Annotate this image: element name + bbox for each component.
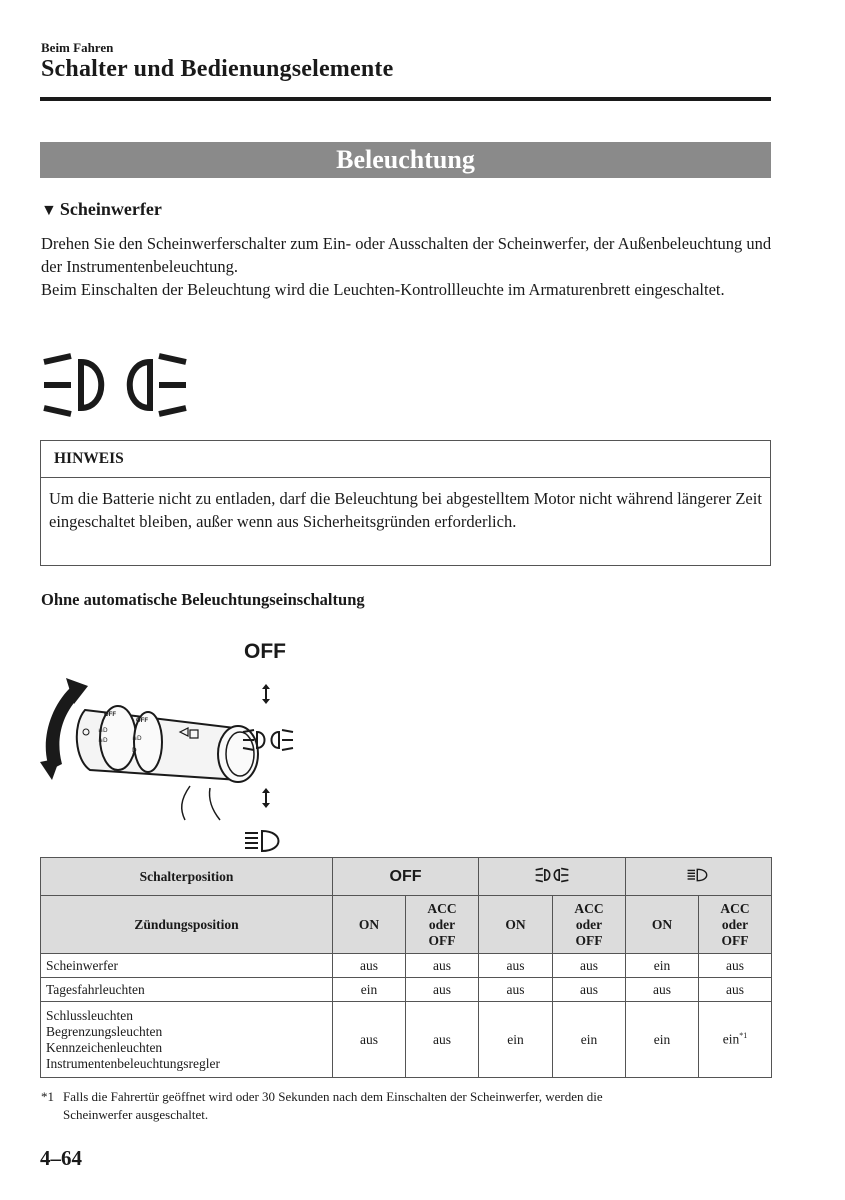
table-row bbox=[41, 978, 772, 1002]
switch-position-table bbox=[40, 857, 772, 1078]
ignition-cell: ACC oder OFF bbox=[699, 896, 772, 954]
cell-value: ein bbox=[722, 1031, 740, 1047]
updown-arrow-icon bbox=[258, 787, 274, 809]
table-cell: aus bbox=[333, 954, 406, 978]
row-label: Tagesfahrleuchten bbox=[41, 978, 333, 1002]
table-cell bbox=[699, 1002, 772, 1078]
table-row bbox=[41, 1002, 772, 1078]
ignition-cell: ACC oder OFF bbox=[553, 896, 626, 954]
subsection-title: Scheinwerfer bbox=[59, 199, 162, 219]
row-label-line: Schlussleuchten bbox=[46, 1007, 133, 1023]
ignition-cell: ON bbox=[626, 896, 699, 954]
notice-text: Um die Batterie nicht zu entladen, darf die Beleuchtung bei abgestelltem Motor nicht während längerer Zeit eingeschaltet bleiben, außer wenn aus Sicherheitsgründen erforderlich. bbox=[49, 489, 762, 531]
header-headlight bbox=[626, 858, 772, 896]
table-cell: ein bbox=[626, 954, 699, 978]
headlight-high-icon bbox=[244, 828, 286, 854]
header-ignition-position: Zündungsposition bbox=[41, 896, 333, 954]
subsection-heading bbox=[41, 199, 162, 220]
table-cell: ein bbox=[333, 978, 406, 1002]
row-label bbox=[41, 1002, 333, 1078]
intro-paragraph: Drehen Sie den Scheinwerferschalter zum Ein- oder Ausschalten der Scheinwerfer, der Außenbeleuchtung und der Instrumentenbeleuchtung. bbox=[41, 234, 772, 276]
notice-box bbox=[40, 440, 771, 566]
table-cell: ein bbox=[553, 1002, 626, 1078]
table-cell: aus bbox=[479, 954, 553, 978]
triangle-marker-icon: ▼ bbox=[41, 202, 57, 219]
header-switch-position: Schalterposition bbox=[41, 858, 333, 896]
parking-light-icon bbox=[535, 866, 569, 884]
svg-text:≡D: ≡D bbox=[132, 735, 142, 742]
table-cell: aus bbox=[626, 978, 699, 1002]
page-number: 4–64 bbox=[40, 1146, 82, 1170]
intro-paragraph: Beim Einschalten der Beleuchtung wird die Leuchten-Kontrollleuchte im Armaturenbrett eingeschaltet. bbox=[41, 280, 725, 299]
section-label: Beim Fahren bbox=[41, 40, 114, 55]
table-cell: ein bbox=[479, 1002, 553, 1078]
footnote-line: Falls die Fahrertür geöffnet wird oder 30 Sekunden nach dem Einschalten der Scheinwerfer, werden die bbox=[63, 1089, 603, 1104]
chapter-banner: Beleuchtung bbox=[40, 142, 771, 178]
updown-arrow-icon bbox=[258, 683, 274, 705]
headlight-high-icon bbox=[687, 867, 711, 883]
table-cell: aus bbox=[479, 978, 553, 1002]
footnote bbox=[41, 1088, 761, 1124]
table-cell: aus bbox=[553, 954, 626, 978]
table-cell: aus bbox=[699, 954, 772, 978]
header-parking-light bbox=[479, 858, 626, 896]
ignition-cell: ACC oder OFF bbox=[406, 896, 479, 954]
page-title: Schalter und Bedienungselemente bbox=[41, 56, 394, 82]
stalk-off-label: OFF bbox=[104, 712, 116, 718]
footnote-line: Scheinwerfer ausgeschaltet. bbox=[63, 1107, 209, 1122]
intro-text bbox=[41, 232, 776, 301]
stalk-off-label: OFF bbox=[136, 718, 148, 724]
table-cell: aus bbox=[333, 1002, 406, 1078]
svg-text:≡D: ≡D bbox=[98, 737, 108, 744]
table-cell: aus bbox=[699, 978, 772, 1002]
table-row bbox=[41, 954, 772, 978]
svg-text:≡D: ≡D bbox=[98, 727, 108, 734]
parking-light-icon bbox=[242, 727, 294, 753]
parking-light-indicator-icon bbox=[38, 350, 193, 420]
row-label-line: Begrenzungsleuchten bbox=[46, 1023, 163, 1039]
footnote-mark: *1 bbox=[41, 1089, 54, 1104]
row-label: Scheinwerfer bbox=[41, 954, 333, 978]
row-label-line: Kennzeichenleuchten bbox=[46, 1039, 163, 1055]
table-cell: aus bbox=[406, 978, 479, 1002]
ignition-cell: ON bbox=[479, 896, 553, 954]
table-cell: aus bbox=[406, 954, 479, 978]
footnote-ref: *1 bbox=[739, 1031, 748, 1041]
table-cell: ein bbox=[626, 1002, 699, 1078]
notice-heading: HINWEIS bbox=[41, 441, 770, 478]
ignition-cell: ON bbox=[333, 896, 406, 954]
table-cell: aus bbox=[406, 1002, 479, 1078]
off-position-label: OFF bbox=[244, 640, 286, 663]
title-rule bbox=[40, 97, 771, 101]
table-cell: aus bbox=[553, 978, 626, 1002]
row-label-line: Instrumentenbeleuchtungsregler bbox=[46, 1055, 220, 1071]
header-off: OFF bbox=[333, 858, 479, 896]
figure-caption: Ohne automatische Beleuchtungseinschaltung bbox=[41, 590, 365, 609]
svg-text:D: D bbox=[132, 747, 137, 754]
